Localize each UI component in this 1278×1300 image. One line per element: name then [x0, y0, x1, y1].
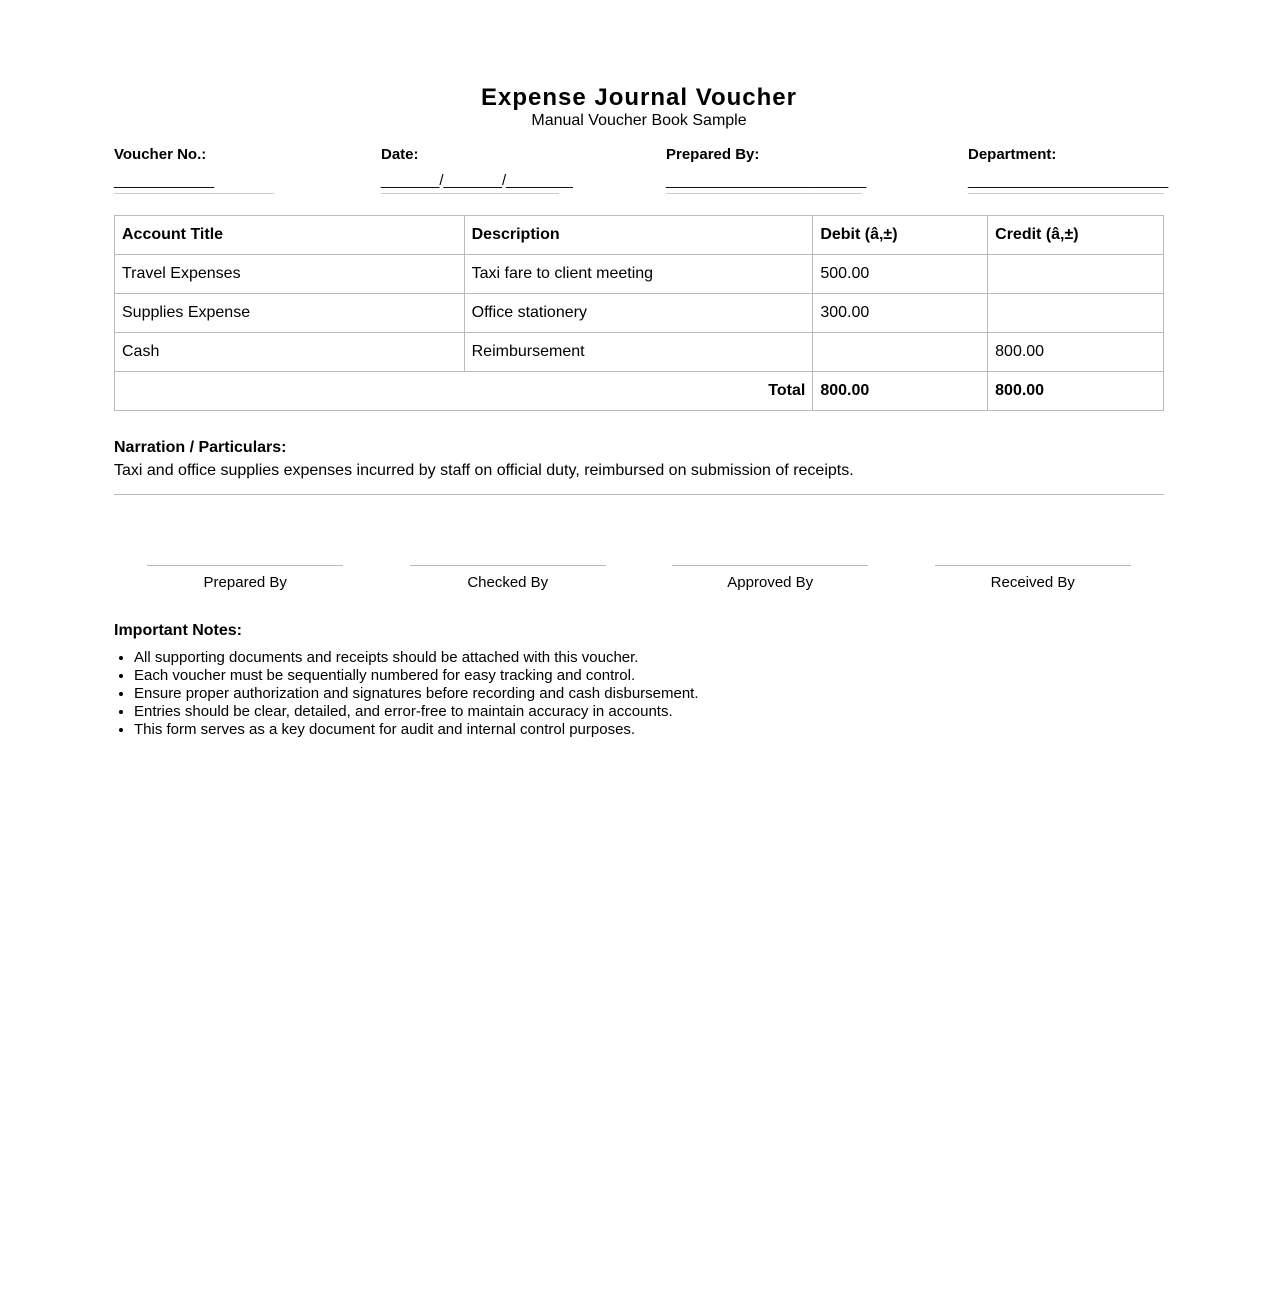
narration-section	[114, 439, 1164, 495]
account-title-cell: Cash	[115, 333, 465, 372]
voucher-no-field	[114, 146, 274, 194]
narration-label: Narration / Particulars:	[114, 439, 287, 456]
debit-cell	[813, 333, 988, 372]
narration-text: Taxi and office supplies expenses incurred by staff on official duty, reimbursed on submission of receipts.	[114, 462, 854, 479]
signature-block-prepared	[147, 565, 343, 592]
credit-cell: 800.00	[988, 333, 1164, 372]
prepared-by-field	[666, 146, 867, 194]
signature-line[interactable]	[935, 565, 1131, 574]
prepared-by-input[interactable]: ________________________	[666, 172, 862, 194]
signature-block-checked	[410, 565, 606, 592]
notes-title: Important Notes:	[114, 622, 242, 639]
signature-line[interactable]	[410, 565, 606, 574]
signature-section	[114, 565, 1164, 592]
journal-entries-table	[114, 215, 1164, 411]
department-label: Department:	[968, 146, 1057, 163]
department-field	[968, 146, 1169, 194]
list-item: • Entries should be clear, detailed, and error-free to maintain accuracy in accounts.	[134, 703, 1164, 721]
signature-label: Checked By	[467, 574, 549, 591]
total-debit: 800.00	[813, 372, 988, 411]
description-cell: Reimbursement	[464, 333, 813, 372]
voucher-page	[114, 0, 1169, 739]
important-notes-section	[114, 622, 1164, 739]
description-cell: Taxi fare to client meeting	[464, 255, 813, 294]
signature-block-approved	[672, 565, 868, 592]
date-field	[381, 146, 573, 194]
account-title-cell: Travel Expenses	[115, 255, 465, 294]
debit-cell: 300.00	[813, 294, 988, 333]
total-credit: 800.00	[988, 372, 1164, 411]
total-row	[115, 372, 1164, 411]
column-header-account-title: Account Title	[115, 216, 465, 255]
column-header-description: Description	[464, 216, 813, 255]
column-header-debit: Debit (â‚±)	[813, 216, 988, 255]
page-subtitle: Manual Voucher Book Sample	[531, 112, 747, 129]
debit-cell: 500.00	[813, 255, 988, 294]
list-item: • This form serves as a key document for audit and internal control purposes.	[134, 721, 1164, 739]
signature-label: Received By	[990, 574, 1075, 591]
signature-label: Prepared By	[203, 574, 287, 591]
signature-block-received	[935, 565, 1131, 592]
column-header-credit: Credit (â‚±)	[988, 216, 1164, 255]
department-input[interactable]: ________________________	[968, 172, 1164, 194]
credit-cell	[988, 255, 1164, 294]
voucher-meta	[114, 146, 1169, 206]
date-label: Date:	[381, 146, 419, 163]
total-label: Total	[115, 372, 813, 411]
date-input[interactable]: _______/_______/________	[381, 172, 559, 194]
page-title: Expense Journal Voucher	[481, 84, 797, 111]
signature-line[interactable]	[147, 565, 343, 574]
prepared-by-label: Prepared By:	[666, 146, 760, 163]
table-row	[115, 294, 1164, 333]
list-item: • Each voucher must be sequentially numbered for easy tracking and control.	[134, 667, 1164, 685]
list-item: • All supporting documents and receipts should be attached with this voucher.	[134, 649, 1164, 667]
notes-list	[114, 649, 1164, 739]
voucher-no-label: Voucher No.:	[114, 146, 207, 163]
credit-cell	[988, 294, 1164, 333]
voucher-no-input[interactable]: ____________	[114, 172, 274, 194]
table-row	[115, 255, 1164, 294]
signature-line[interactable]	[672, 565, 868, 574]
signature-label: Approved By	[727, 574, 814, 591]
account-title-cell: Supplies Expense	[115, 294, 465, 333]
list-item: • Ensure proper authorization and signatures before recording and cash disbursement.	[134, 685, 1164, 703]
table-row	[115, 333, 1164, 372]
table-header-row	[115, 216, 1164, 255]
description-cell: Office stationery	[464, 294, 813, 333]
